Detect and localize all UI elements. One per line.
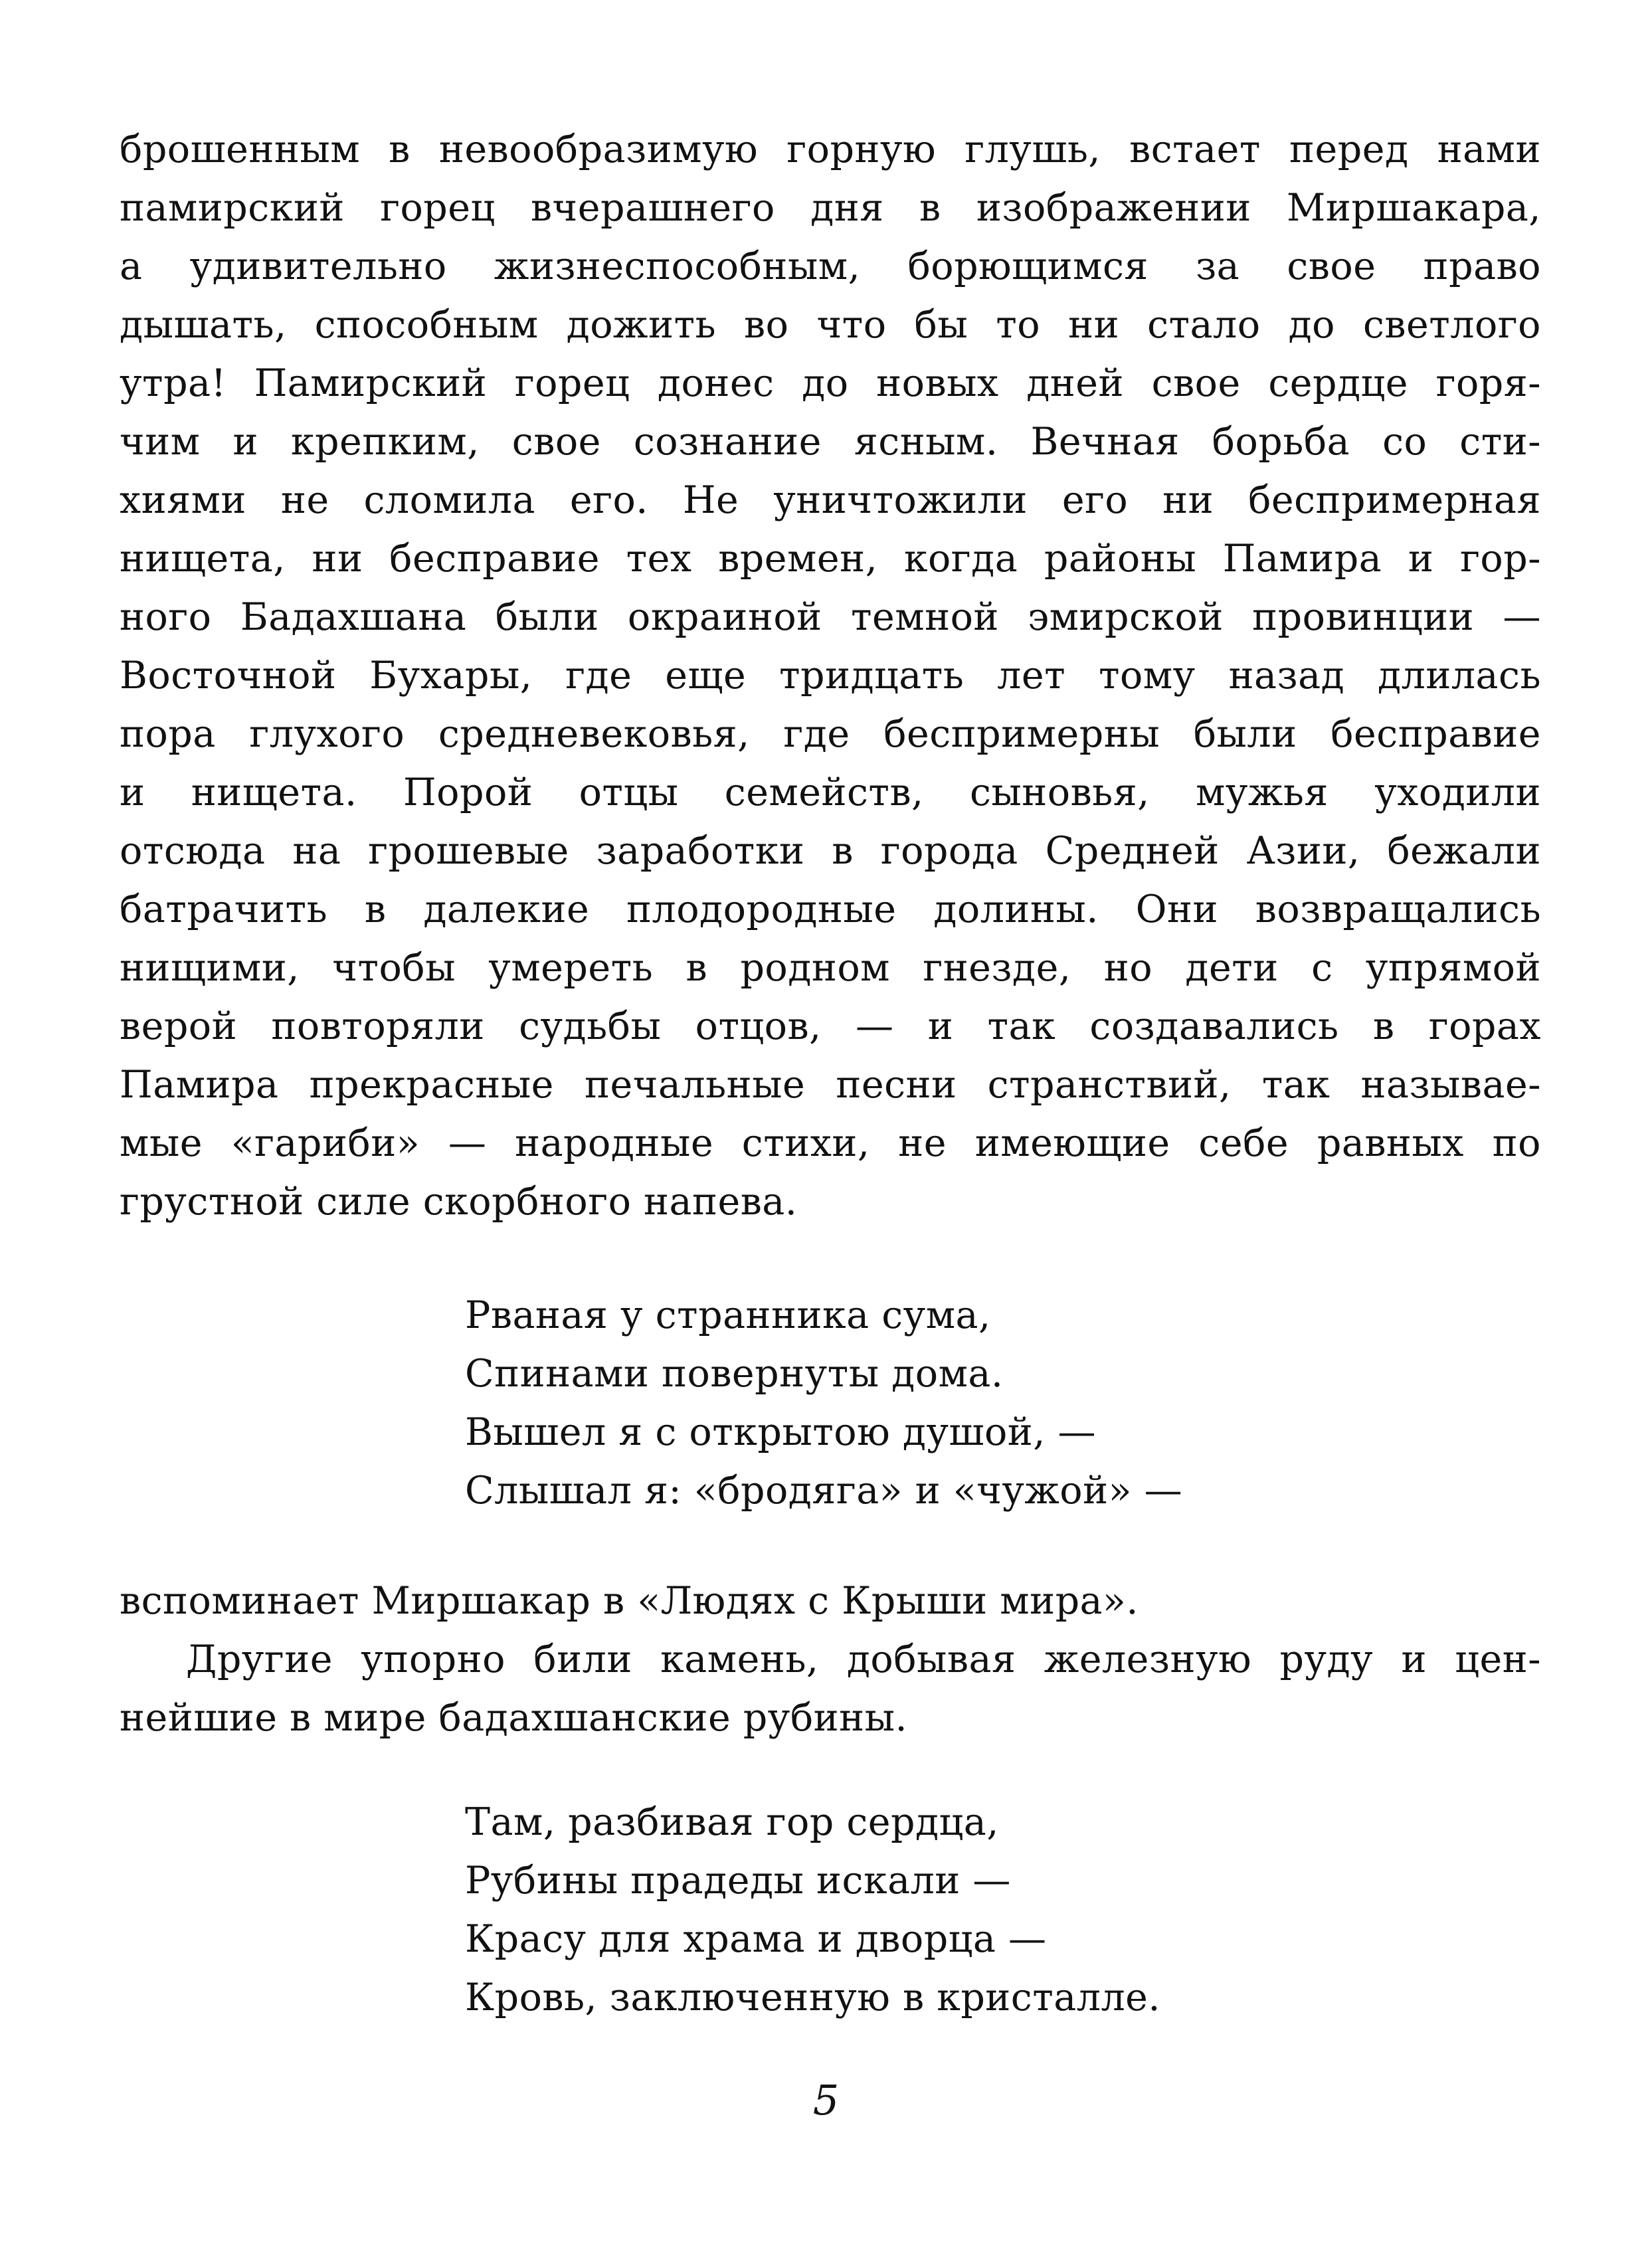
- verse-line: Там, разбивая гор сердца,: [465, 1800, 999, 1844]
- page-number: 5: [812, 2076, 840, 2124]
- text-line: чим и крепким, свое сознание ясным. Вечная борьба со сти-: [120, 420, 1541, 464]
- verse-line: Вышел я с открытою душой, —: [465, 1410, 1097, 1454]
- text-line: вспоминает Миршакар в «Людях с Крыши мира».: [120, 1579, 1139, 1623]
- text-line: а удивительно жизнеспособным, борющимся за свое право: [120, 244, 1541, 288]
- text-line: брошенным в невообразимую горную глушь, встает перед нами: [120, 128, 1541, 171]
- text-line: хиями не сломила его. Не уничтожили его ни беспримерная: [120, 478, 1541, 522]
- text-line: Восточной Бухары, где еще тридцать лет тому назад длилась: [120, 654, 1541, 698]
- verse-line: Рваная у странника сума,: [465, 1293, 991, 1337]
- text-line: верой повторяли судьбы отцов, — и так создавались в горах: [120, 1004, 1541, 1048]
- verse-line: Спинами повернуты дома.: [465, 1352, 1004, 1396]
- text-line: ного Бадахшана были окраиной темной эмирской провинции —: [120, 595, 1541, 639]
- text-line: памирский горец вчерашнего дня в изображении Миршакара,: [120, 186, 1541, 230]
- text-line: батрачить в далекие плодородные долины. Они возвращались: [120, 887, 1541, 931]
- text-line: Другие упорно били камень, добывая железную руду и цен-: [186, 1637, 1541, 1681]
- text-line: мые «гариби» — народные стихи, не имеющие себе равных по: [120, 1121, 1541, 1165]
- text-line: Памира прекрасные печальные песни странствий, так называе-: [120, 1063, 1541, 1107]
- verse-line: Рубины прадеды искали —: [465, 1859, 1011, 1903]
- text-line: нейшие в мире бадахшанские рубины.: [120, 1696, 908, 1740]
- text-line: нищими, чтобы умереть в родном гнезде, но дети с упрямой: [120, 946, 1541, 990]
- text-line: дышать, способным дожить во что бы то ни стало до светлого: [120, 303, 1541, 347]
- text-line: утра! Памирский горец донес до новых дней свое сердце горя-: [120, 361, 1541, 405]
- verse-line: Кровь, заключенную в кристалле.: [465, 1976, 1161, 2019]
- text-line: отсюда на грошевые заработки в города Средней Азии, бежали: [120, 829, 1541, 873]
- verse-line: Слышал я: «бродяга» и «чужой» —: [465, 1469, 1183, 1513]
- text-line: и нищета. Порой отцы семейств, сыновья, мужья уходили: [120, 771, 1541, 814]
- text-line: грустной силе скорбного напева.: [120, 1180, 798, 1224]
- text-line: нищета, ни бесправие тех времен, когда районы Памира и гор-: [120, 537, 1541, 581]
- verse-line: Красу для храма и дворца —: [465, 1917, 1047, 1961]
- text-line: пора глухого средневековья, где беспримерны были бесправие: [120, 712, 1541, 756]
